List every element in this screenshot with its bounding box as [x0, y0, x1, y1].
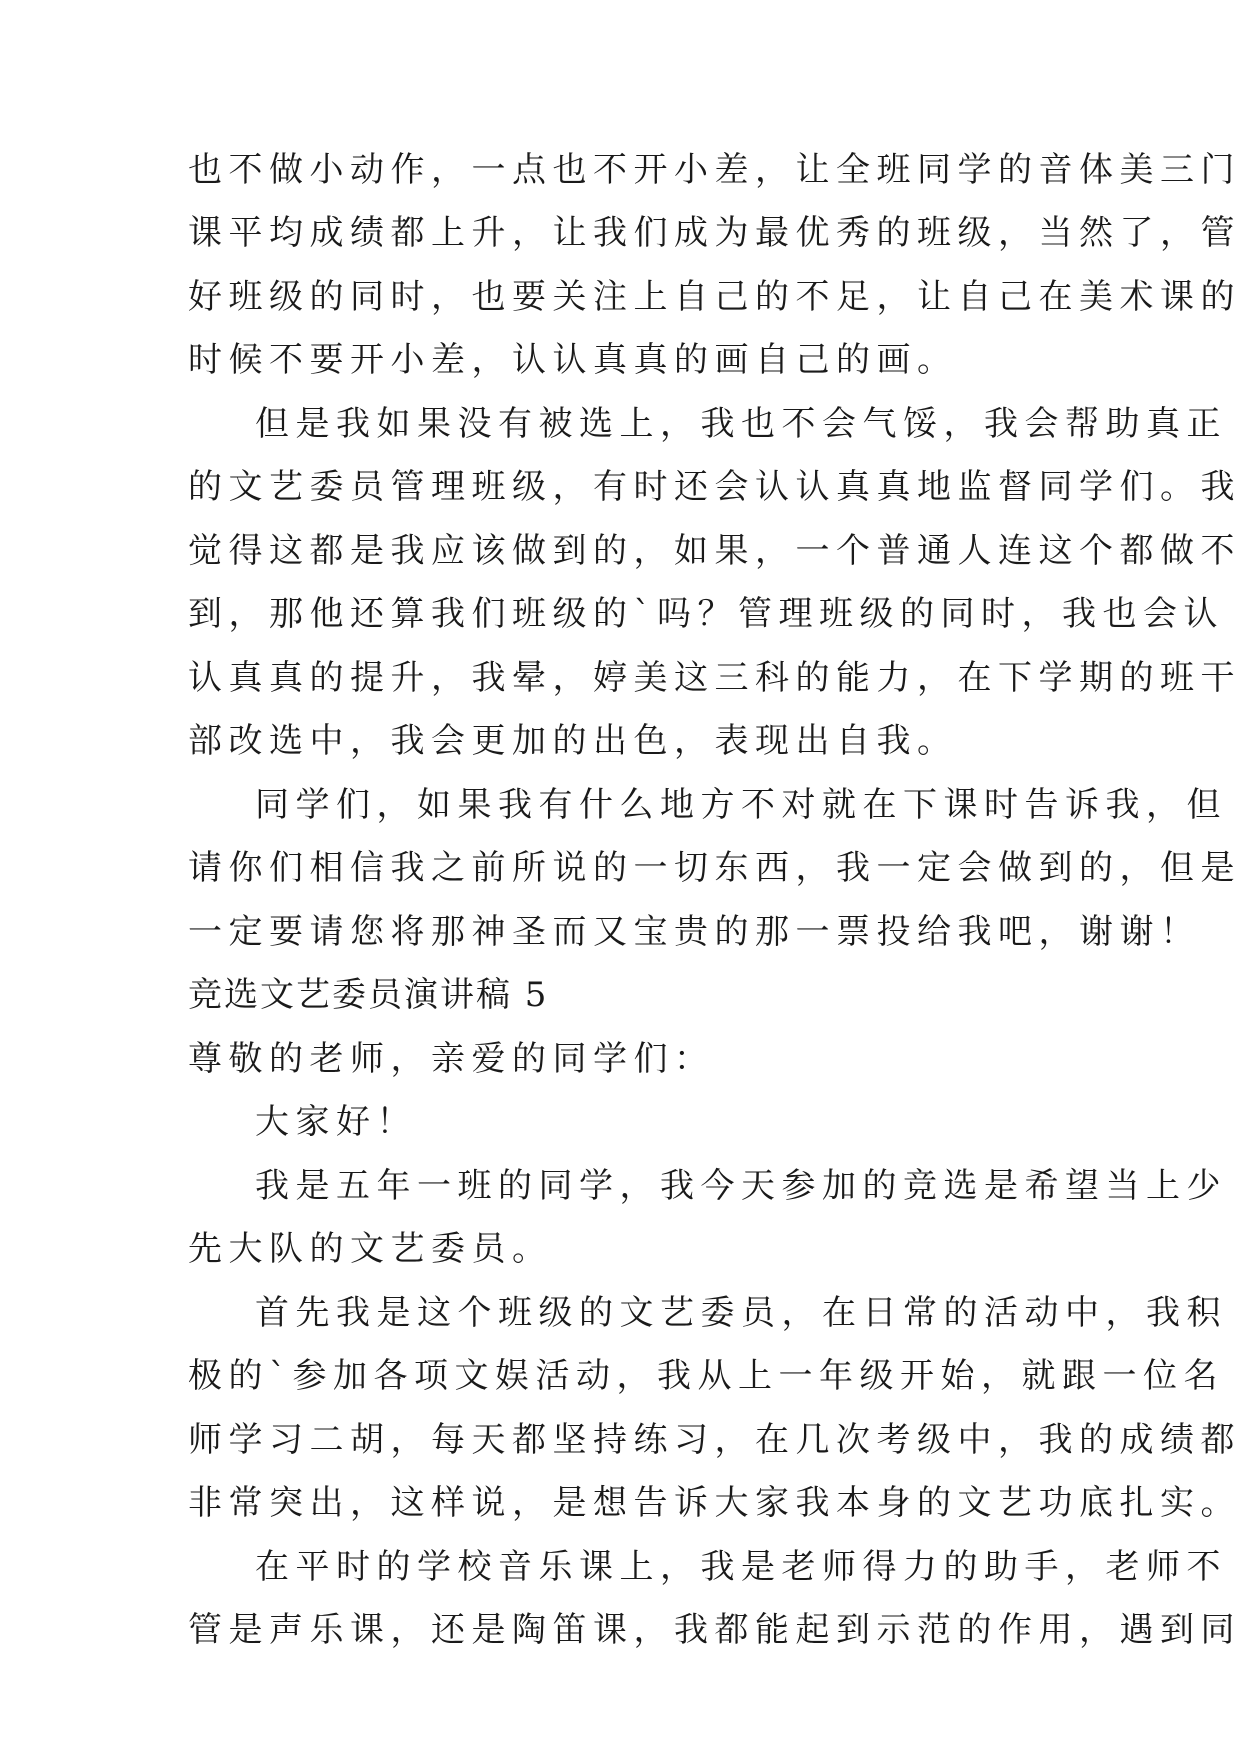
text-line: 一定要请您将那神圣而又宝贵的那一票投给我吧，谢谢！ [188, 912, 1201, 952]
text-line: 先大队的文艺委员。 [188, 1229, 553, 1269]
text-line: 认真真的提升，我晕，婷美这三科的能力，在下学期的班干 [188, 658, 1241, 698]
text-line: 时候不要开小差，认认真真的画自己的画。 [188, 340, 958, 380]
paragraph-first-line: 在平时的学校音乐课上，我是老师得力的助手，老师不 [255, 1547, 1227, 1587]
text-line: 课平均成绩都上升，让我们成为最优秀的班级，当然了，管 [188, 213, 1241, 253]
text-line: 请你们相信我之前所说的一切东西，我一定会做到的，但是 [188, 848, 1241, 888]
text-line: 师学习二胡，每天都坚持练习，在几次考级中，我的成绩都 [188, 1420, 1241, 1460]
paragraph-first-line: 同学们，如果我有什么地方不对就在下课时告诉我，但 [255, 785, 1227, 825]
text-line: 非常突出，这样说，是想告诉大家我本身的文艺功底扎实。 [188, 1483, 1241, 1523]
text-line: 极的`参加各项文娱活动，我从上一年级开始，就跟一位名 [188, 1356, 1224, 1396]
section-title: 竞选文艺委员演讲稿 5 [188, 975, 549, 1015]
text-line: 的文艺委员管理班级，有时还会认认真真地监督同学们。我 [188, 467, 1241, 507]
text-line: 也不做小动作，一点也不开小差，让全班同学的音体美三门 [188, 150, 1241, 190]
text-line: 部改选中，我会更加的出色，表现出自我。 [188, 721, 958, 761]
paragraph-first-line: 但是我如果没有被选上，我也不会气馁，我会帮助真正 [255, 404, 1227, 444]
paragraph-first-line: 首先我是这个班级的文艺委员，在日常的活动中，我积 [255, 1293, 1227, 1333]
text-line: 觉得这都是我应该做到的，如果，一个普通人连这个都做不 [188, 531, 1241, 571]
greeting: 大家好！ [255, 1102, 417, 1142]
paragraph-first-line: 我是五年一班的同学，我今天参加的竞选是希望当上少 [255, 1166, 1227, 1206]
text-line: 好班级的同时，也要关注上自己的不足，让自己在美术课的 [188, 277, 1241, 317]
text-line: 到，那他还算我们班级的`吗？管理班级的同时，我也会认 [188, 594, 1224, 634]
text-line: 管是声乐课，还是陶笛课，我都能起到示范的作用，遇到同 [188, 1610, 1241, 1650]
salutation: 尊敬的老师，亲爱的同学们： [188, 1039, 715, 1079]
